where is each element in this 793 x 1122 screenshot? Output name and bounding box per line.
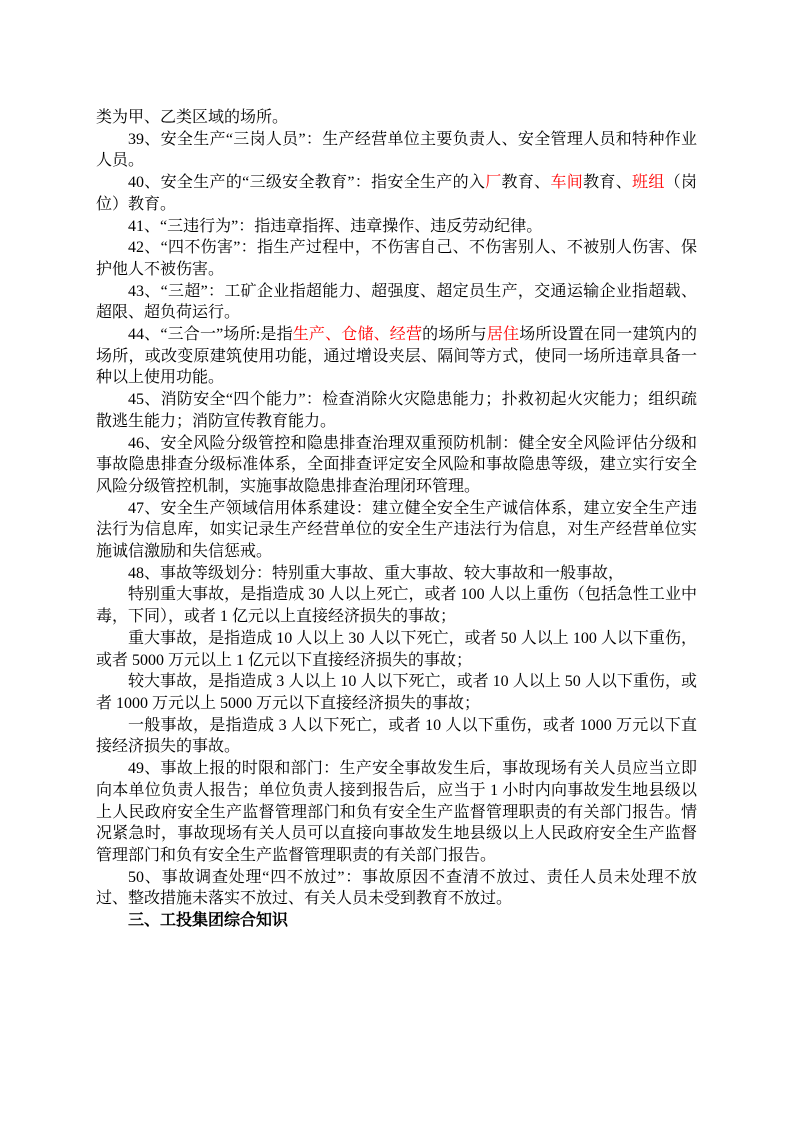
paragraph [96, 237, 697, 280]
paragraph [96, 758, 697, 867]
text-segment: 重大事故，是指造成 10 人以上 30 人以下死亡，或者 50 人以上 100 人以下重伤，或者 5000 万元以上 1 亿元以下直接经济损失的事故； [96, 629, 697, 669]
text-segment: 41、“三违行为”：指违章指挥、违章操作、违反劳动纪律。 [128, 217, 543, 235]
red-highlight-text: 厂 [485, 174, 502, 192]
paragraph [96, 671, 697, 714]
paragraph [96, 498, 697, 563]
text-segment: 一般事故，是指造成 3 人以下死亡，或者 10 人以下重伤，或者 1000 万元以下直接经济损失的事故。 [96, 716, 697, 756]
text-segment: 45、消防安全“四个能力”：检查消除火灾隐患能力；扑救初起火灾能力；组织疏散逃生能力；消防宣传教育能力。 [96, 391, 697, 430]
paragraph [96, 433, 697, 498]
text-segment: 教育、 [583, 174, 633, 192]
paragraph [96, 216, 697, 238]
text-segment: 40、安全生产的“三级安全教育”：指安全生产的入 [128, 174, 486, 192]
text-segment: 42、“四不伤害”：指生产过程中，不伤害自己、不伤害别人、不被别人伤害、保护他人不被伤害。 [96, 239, 697, 278]
text-segment: 类为甲、乙类区域的场所。 [96, 109, 289, 126]
text-segment: 教育、 [501, 174, 551, 192]
paragraph [96, 867, 697, 910]
section-heading [96, 910, 697, 932]
document-body [96, 107, 697, 932]
text-segment: 50、事故调查处理“四不放过”：事故原因不查清不放过、责任人员未处理不放过、整改措施未落实不放过、有关人员未受到教育不放过。 [96, 868, 697, 908]
paragraph [96, 628, 697, 671]
paragraph [96, 563, 697, 585]
paragraph [96, 281, 697, 324]
text-segment: 47、安全生产领域信用体系建设：建立健全安全生产诚信体系，建立安全生产违法行为信息库，如实记录生产经营单位的安全生产违法行为信息，对生产经营单位实施诚信激励和失信惩戒。 [96, 499, 697, 561]
text-segment: 的场所与 [422, 326, 487, 344]
text-segment: 46、安全风险分级管控和隐患排查治理双重预防机制：健全安全风险评估分级和事故隐患排查分级标准体系，全面排查评定安全风险和事故隐患等级，建立实行安全风险分级管控机制，实施事故隐患排查治理闭环管理。 [96, 434, 697, 495]
paragraph [96, 389, 697, 432]
paragraph [96, 584, 697, 627]
red-highlight-text: 车间 [550, 174, 584, 192]
paragraph [96, 324, 697, 389]
paragraph [96, 172, 697, 215]
red-highlight-text: 居住 [486, 326, 520, 344]
text-segment: 三、工投集团综合知识 [128, 912, 289, 930]
red-highlight-text: 班组 [632, 174, 665, 192]
paragraph [96, 129, 697, 172]
text-segment: 49、事故上报的时限和部门：生产安全事故发生后，事故现场有关人员应当立即向本单位负责人报告；单位负责人接到报告后，应当于 1 小时内向事故发生地县级以上人民政府安全生产监督管理部门和负有安全生产监督管理职责的有关部门报告。情况紧急时，事故现场有关人员可以直接向事故发生地县级以上人民政府安全生产监督管理部门和负有安全生产监督管理职责的有关部门报告。 [96, 760, 697, 864]
text-segment: 48、事故等级划分：特别重大事故、重大事故、较大事故和一般事故， [128, 564, 625, 582]
text-segment: 较大事故，是指造成 3 人以上 10 人以下死亡，或者 10 人以上 50 人以下重伤，或者 1000 万元以上 5000 万元以下直接经济损失的事故； [96, 673, 697, 712]
paragraph [96, 715, 697, 758]
text-segment: 特别重大事故，是指造成 30 人以上死亡，或者 100 人以上重伤（包括急性工业中毒，下同），或者 1 亿元以上直接经济损失的事故； [96, 586, 697, 626]
text-segment: 场所设置在同一建筑内的场所，或改变原建筑使用功能，通过增设夹层、隔间等方式，使同一场所违章具备一种以上使用功能。 [96, 326, 697, 387]
paragraph [96, 107, 697, 129]
red-highlight-text: 生产、仓储、经营 [292, 326, 423, 344]
text-segment: 44、“三合一”场所:是指 [128, 326, 293, 344]
text-segment: （岗位）教育。 [96, 174, 697, 213]
text-segment: 39、安全生产“三岗人员”：生产经营单位主要负责人、安全管理人员和特种作业人员。 [96, 130, 697, 170]
text-segment: 43、“三超”：工矿企业指超能力、超强度、超定员生产，交通运输企业指超载、超限、超负荷运行。 [96, 282, 697, 322]
